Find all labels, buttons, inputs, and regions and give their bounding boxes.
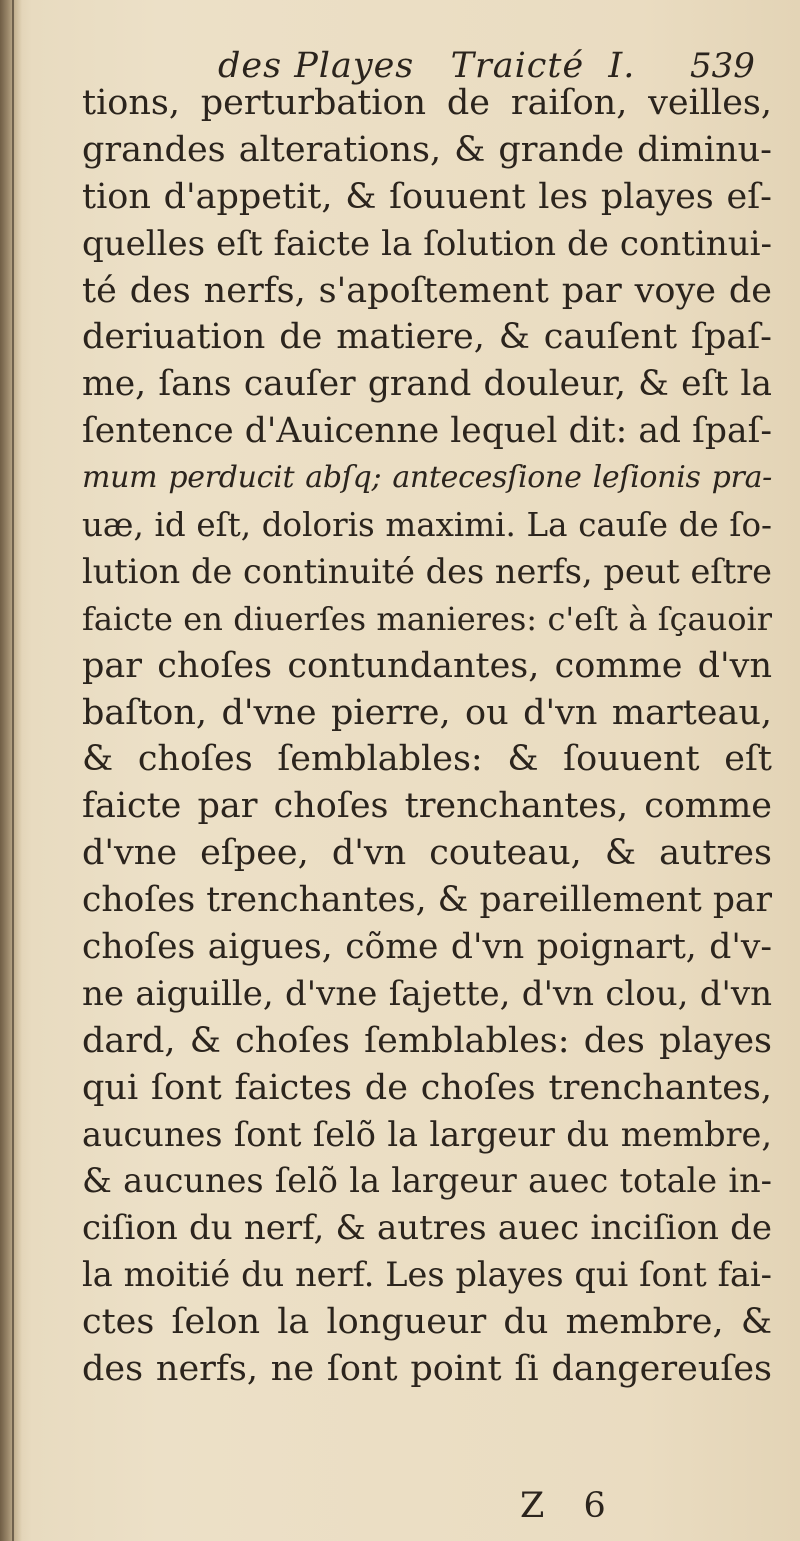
text-line: tions, perturbation de raiſon, veilles,: [82, 83, 772, 123]
text-line: & choſes ſemblables: & ſouuent eſt: [82, 739, 772, 780]
text-line: la moitié du nerf. Les playes qui ſont fai-: [82, 1255, 772, 1295]
page-binding-edge: [0, 0, 22, 1541]
text-line: grandes alterations, & grande diminu-: [82, 129, 772, 170]
text-line: faicte en diuerſes manieres: c'eſt à ſçauoir: [82, 599, 772, 638]
text-line: par choſes contundantes, comme d'vn: [82, 645, 772, 686]
text-line: dard, & choſes ſemblables: des playes: [82, 1020, 772, 1061]
text-line: ne aiguille, d'vne ſajette, d'vn clou, d'vn: [82, 973, 772, 1014]
binding-line: [12, 0, 14, 1541]
text-line: choſes trenchantes, & pareillement par: [82, 880, 772, 921]
text-line: baſton, d'vne pierre, ou d'vn marteau,: [82, 692, 772, 733]
text-line: d'vne eſpee, d'vn couteau, & autres: [82, 833, 772, 874]
text-line: & aucunes ſelõ la largeur auec totale in-: [82, 1161, 772, 1201]
text-line: tion d'appetit, & ſouuent les playes eſ-: [82, 176, 772, 217]
text-line: ctes ſelon la longueur du membre, &: [82, 1302, 772, 1343]
text-line: mum perducit abſq; antecesſione leſionis pra-: [82, 460, 772, 496]
text-line: uæ, id eſt, doloris maximi. La cauſe de ſo-: [82, 506, 772, 545]
text-line: aucunes ſont ſelõ la largeur du membre,: [82, 1114, 772, 1154]
text-line: faicte par choſes trenchantes, comme: [82, 786, 772, 827]
text-line: té des nerfs, s'apoſtement par voye de: [82, 270, 772, 311]
text-line: deriuation de matiere, & cauſent ſpaſ-: [82, 317, 772, 358]
text-line: ciſion du nerf, & autres auec inciſion de: [82, 1208, 772, 1249]
text-line: ſentence d'Auicenne lequel dit: ad ſpaſ-: [82, 411, 772, 452]
text-line: choſes aigues, cõme d'vn poignart, d'v-: [82, 927, 772, 968]
page-number: 539: [690, 46, 755, 86]
text-line: quelles eſt faicte la ſolution de continui-: [82, 223, 772, 264]
body-text: [82, 80, 772, 1393]
signature-mark: Z 6: [520, 1486, 620, 1526]
text-line: qui ſont faictes de choſes trenchantes,: [82, 1067, 772, 1108]
text-line: lution de continuité des nerfs, peut eſtre: [82, 551, 772, 591]
text-line: me, ſans cauſer grand douleur, & eſt la: [82, 364, 772, 405]
running-title: des Playes Traicté I.: [218, 46, 636, 86]
text-line: des nerfs, ne ſont point ſi dangereuſes: [82, 1349, 772, 1390]
